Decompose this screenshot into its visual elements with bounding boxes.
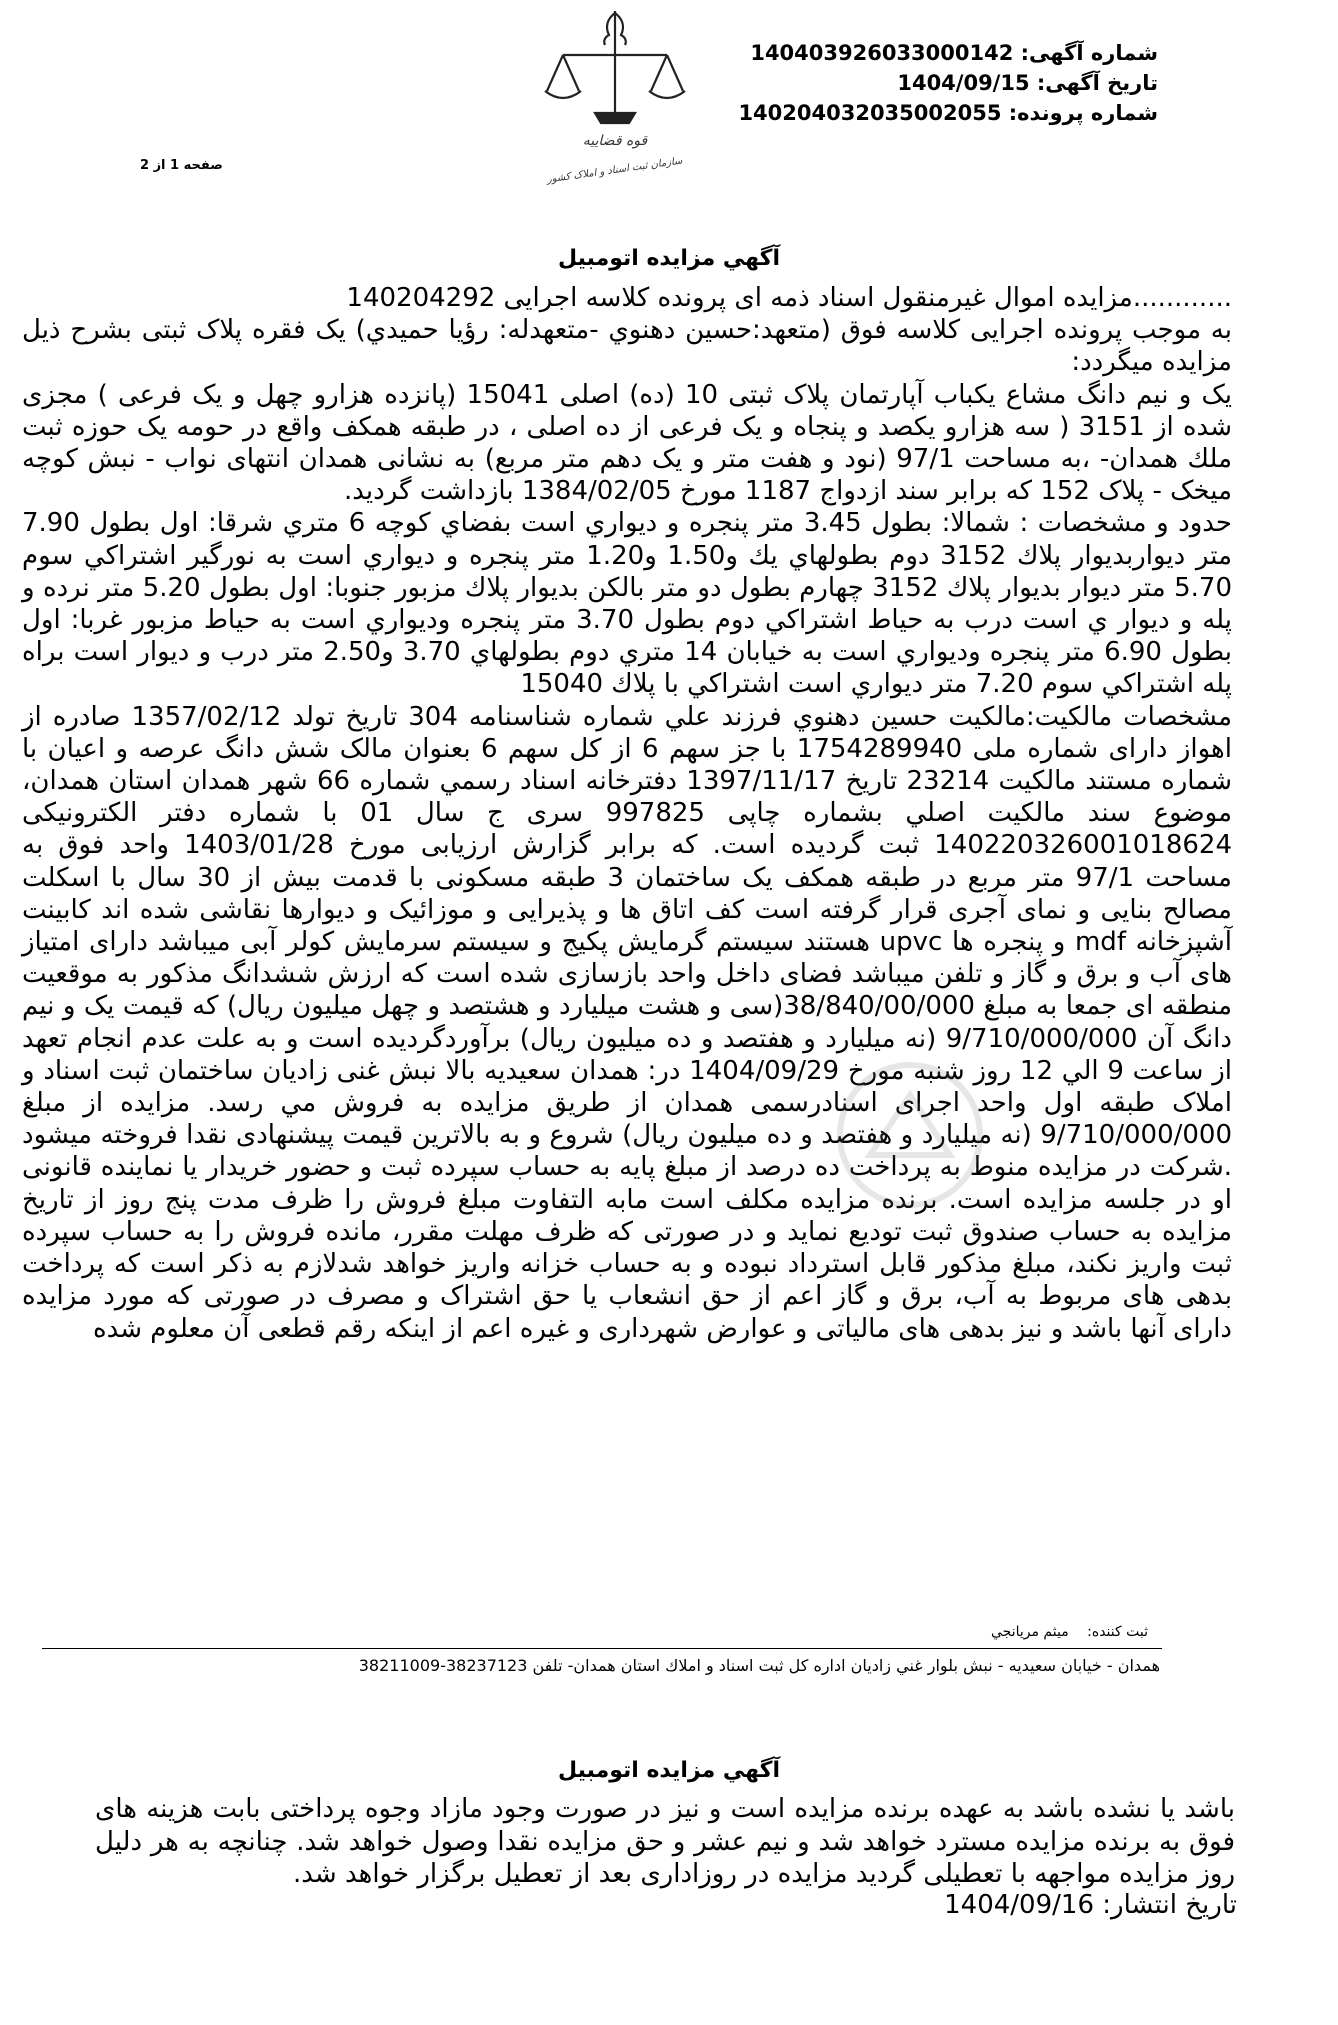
file-number-value: 140204032035002055 [738, 101, 1002, 125]
paragraph-ownership: مشخصات مالکیت:مالكيت حسين دهنوي فرزند علي شماره شناسنامه 304 تاريخ تولد 1357/02/12 صادره از اهواز دارای شماره ملی 1754289940 با جز سهم 6 از كل سهم 6 بعنوان مالک شش دانگ عرصه و اعیان با شماره مستند مالكيت 23214 تاريخ 1397/11/17 دفترخانه اسناد رسمي شماره 66 شهر همدان استان همدان، موضوع سند مالكيت اصلي بشماره چاپی 997825 سری ج سال 01 با شماره دفتر الکترونیکی 140220326001018624 ثبت گردیده است. که برابر گزارش ارزیابی مورخ 1403/01/28 واحد فوق به مساحت 97/1 متر مربع در طبقه همکف یک ساختمان 3 طبقه مسکونی با قدمت بیش از 30 سال با اسکلت مصالح بنایی و نمای آجری قرار گرفته است کف اتاق ها و پذیرایی و موزائیک و دیوارها نقاشی شده اند کابینت آشپزخانه mdf و پنجره ها upvc هستند سیستم گرمایش پکیج و سیستم سرمایش کولر آبی میباشد دارای امتیاز های آب و برق و گاز و تلفن میباشد فضای داخل واحد بازسازی شده است که ارزش ششدانگ مذکور به موقعیت منطقه ای جمعا به مبلغ 38/840/00/000(سی و هشت میلیارد و هشتصد و چهل میلیون ریال) که قیمت یک و نیم دانگ آن 9/710/000/000 (نه میلیارد و هفتصد و ده میلیون ریال) برآوردگردیده است و به علت عدم انجام تعهد از ساعت 9 الي 12 روز شنبه مورخ 1404/09/29 در: همدان سعیدیه بالا نبش غنی زادیان ساختمان ثبت اسناد و املاک طبقه اول واحد اجرای اسنادرسمی همدان از طريق مزايده به فروش مي رسد. مزایده از مبلغ 9/710/000/000 (نه میلیارد و هفتصد و ده میلیون ریال) شروع و به بالاترین قیمت پیشنهادی نقدا فروخته میشود .شرکت در مزایده منوط به پرداخت ده درصد از مبلغ پایه به حساب سپرده ثبت و حضور خریدار یا نماینده قانونی او در جلسه مزایده است. برنده مزایده مکلف است مابه التفاوت مبلغ فروش را ظرف مدت پنج روز از تاریخ مزایده به حساب صندوق ثبت تودیع نماید و در صورتی که ظرف مهلت مقرر، مانده فروش را به حساب سپرده ثبت واریز نکند، مبلغ مذکور قابل استرداد نبوده و به حساب خزانه واریز خواهد شدلازم به ذکر است که پرداخت بدهی های مربوط به آب، برق و گاز اعم از حق انشعاب یا حق اشتراک و مصرف در صورتی که مورد مزایده دارای آنها باشد و نیز بدهی های مالیاتی و عوارض شهرداری و غیره اعم از اینکه رقم قطعی آن معلوم شده [22, 701, 1232, 1344]
file-number-label: شماره پرونده: [1008, 101, 1158, 125]
ad-number-row [738, 38, 1158, 68]
header-meta [738, 38, 1158, 128]
watermark-logo [760, 1035, 1060, 1255]
paragraph-intro: ............مزایده اموال غیرمنقول اسناد ذمه ای پرونده کلاسه اجرایی 140204292 [346, 283, 1232, 313]
judiciary-emblem-logo [535, 5, 695, 205]
publish-date-value: 1404/09/16 [944, 1890, 1094, 1920]
file-number-row [738, 98, 1158, 128]
paragraph-boundaries: حدود و مشخصات : شمالا: بطول 3.45 متر پنجره و ديواري است بفضاي كوچه 6 متري شرقا: اول بطول 7.90 متر ديواربديوار پلاك 3152 دوم بطولهاي يك و1.50 و1.20 متر پنجره و ديواري است به نورگير اشتراكي سوم 5.70 متر ديوار بديوار پلاك 3152 چهارم بطول دو متر بالكن بديوار پلاك مزبور جنوبا: اول بطول 5.20 متر نرده و پله و ديوار ي است درب به حياط اشتراكي دوم بطول 3.70 متر پنجره وديواري است به حياط مزبور غربا: اول بطول 6.90 متر پنجره وديواري است به خيابان 14 متري دوم بطولهاي 3.70 و2.50 متر درب و ديوار است براه پله اشتراكي سوم 7.20 متر ديواري است اشتراكي با پلاك 15040 [22, 508, 1233, 700]
office-address: همدان - خيابان سعيديه - نبش بلوار غني زاديان اداره كل ثبت اسناد و املاك استان همدان- تلفن 38237123-38211009 [358, 1656, 1160, 1675]
paragraph-continuation: باشد یا نشده باشد به عهده برنده مزایده است و نیز در صورت وجود مازاد وجوه پرداختی بابت هزینه های فوق به برنده مزایده مسترد خواهد شد و نیم عشر و حق مزایده نقدا وصول خواهد شد. چنانچه به هر دلیل روز مزایده مواجهه با تعطیلی گردید مزایده در روزاداری بعد از تعطیل برگزار خواهد شد. [95, 1794, 1235, 1889]
registrar-name: ميثم مريانجي [990, 1624, 1069, 1640]
ad-date-row [738, 68, 1158, 98]
section2-title: آگهي مزايده اتومبيل [557, 1758, 781, 1783]
footer-divider [42, 1648, 1162, 1649]
registrar [991, 1624, 1148, 1640]
ad-date-label: تاریخ آگهی: [1036, 71, 1158, 95]
ad-date-value: 1404/09/15 [897, 71, 1030, 95]
paragraph-case: به موجب پرونده اجرایی کلاسه فوق (متعهد:حسين دهنوي -متعهدله: رؤيا حميدي) یک فقره پلاک ثبتی بشرح ذیل مزایده میگردد: [22, 315, 1232, 378]
ad-number-label: شماره آگهی: [1020, 41, 1158, 65]
emblem-org-text: سازمان ثبت اسناد و املاک کشور [546, 155, 684, 186]
ad-number-value: 14040392603300014‪2‬ [750, 41, 1014, 65]
page-number: صفحه 1 از 2 [140, 158, 223, 173]
emblem-title-text: قوه قضاییه [582, 133, 648, 149]
publish-date [944, 1890, 1237, 1920]
publish-date-label: تاریخ انتشار: [1102, 1890, 1237, 1920]
paragraph-property: یک و نیم دانگ مشاع یکباب آپارتمان پلاک ثبتی 10 (ده) اصلی 15041 (پانزده هزارو چهل و یک فرعی ) مجزی شده از 3151 ( سه هزارو یکصد و پنجاه و یک فرعی از ده اصلی ، در طبقه همکف واقع در حومه یک حوزه ثبت ملك همدان- ،به مساحت 97/1 (نود و هفت متر و یک دهم متر مربع) به نشانی همدان انتهای نواب - نبش کوچه میخک - پلاک 152 که برابر سند ازدواج 1187 مورخ 1384/02/05 بازداشت گردید. [22, 379, 1232, 507]
section1-title: آگهي مزايده اتومبيل [557, 246, 781, 271]
section2-body [95, 1793, 1235, 1891]
registrar-label: ثبت كننده: [1087, 1624, 1148, 1640]
